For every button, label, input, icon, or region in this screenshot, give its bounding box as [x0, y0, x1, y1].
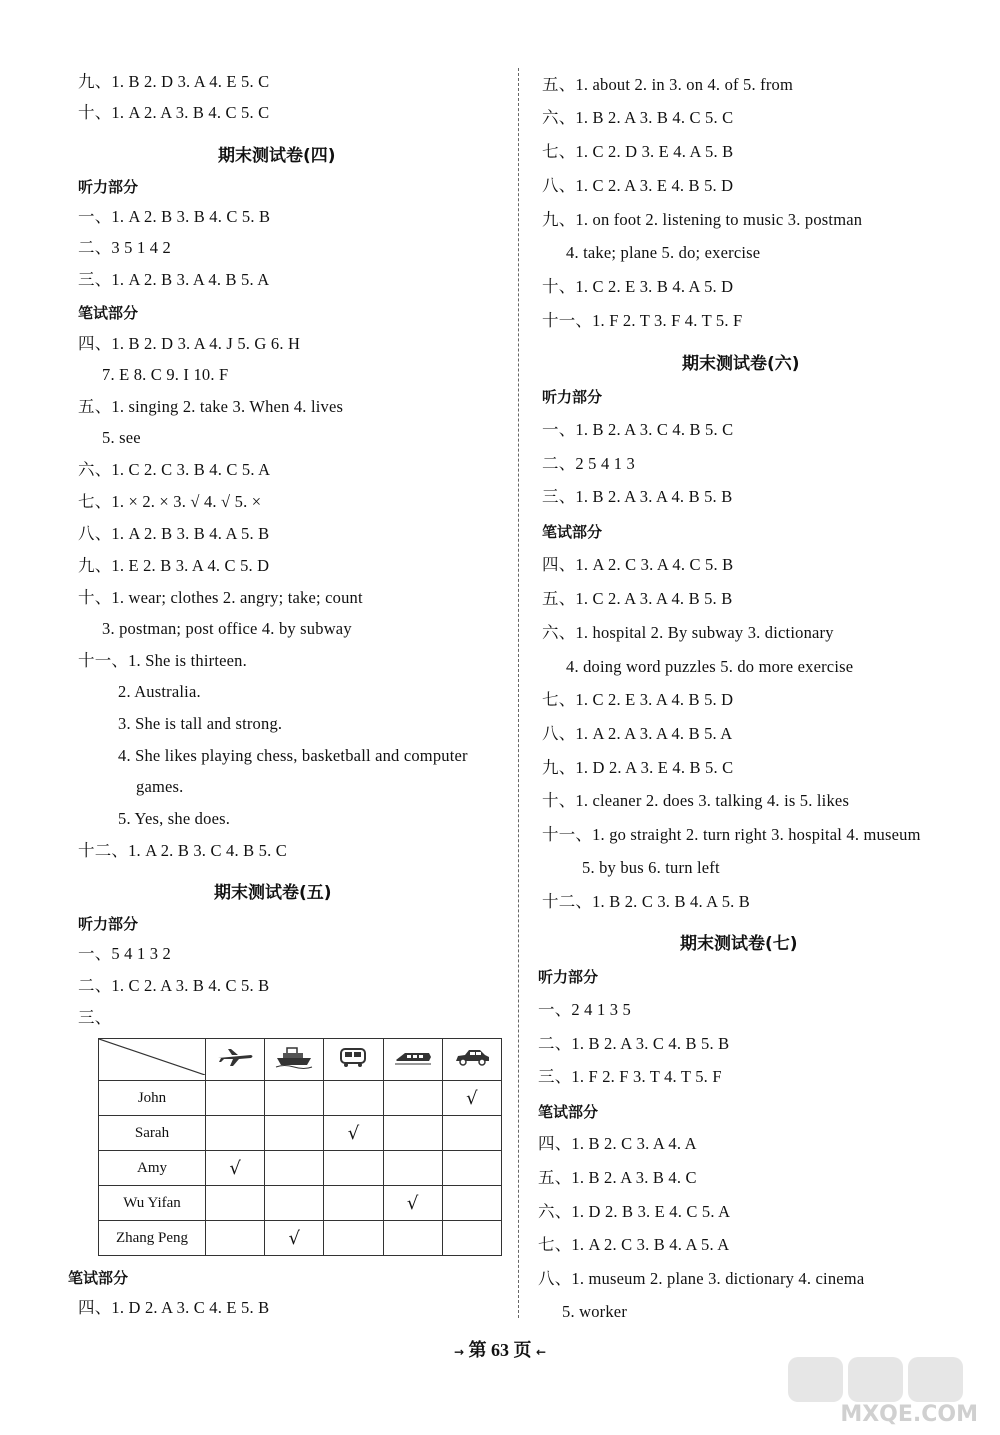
answer-line: 六、1. D 2. B 3. E 4. C 5. A: [538, 1202, 731, 1221]
answer-line: 二、1. B 2. A 3. C 4. B 5. B: [538, 1034, 730, 1053]
table-row: [99, 1186, 502, 1221]
answer-line: 三、: [78, 1008, 112, 1027]
ship-icon: [274, 1045, 314, 1069]
row-name: Zhang Peng: [99, 1221, 206, 1256]
cell: [383, 1221, 442, 1256]
column-divider: [518, 68, 519, 1318]
section-title: 期末测试卷(六): [682, 354, 800, 374]
cell: [265, 1116, 324, 1151]
cell: [442, 1186, 501, 1221]
answer-line: 八、1. C 2. A 3. E 4. B 5. D: [542, 176, 734, 195]
diagonal-header-cell: [99, 1039, 206, 1081]
answer-line: 五、1. about 2. in 3. on 4. of 5. from: [542, 75, 794, 94]
answer-line: 八、1. museum 2. plane 3. dictionary 4. cinema: [538, 1269, 865, 1288]
subsection-heading: 听力部分: [538, 968, 599, 986]
answer-line: 3. She is tall and strong.: [118, 714, 283, 733]
subway-icon: [393, 1045, 433, 1069]
check-cell: [383, 1186, 442, 1221]
answer-line: 七、1. × 2. × 3. √ 4. √ 5. ×: [78, 492, 262, 511]
arrow-right-icon: →: [453, 1345, 464, 1359]
answer-line: 5. Yes, she does.: [118, 809, 231, 828]
cell: [383, 1151, 442, 1186]
answer-line: 4. She likes playing chess, basketball and computer: [118, 746, 468, 765]
section-title: 期末测试卷(五): [214, 883, 332, 903]
answer-line: 六、1. C 2. C 3. B 4. C 5. A: [78, 460, 271, 479]
cell: [206, 1081, 265, 1116]
car-icon: [452, 1045, 492, 1069]
answer-line: 3. postman; post office 4. by subway: [102, 619, 352, 638]
check-mark: √: [466, 1087, 478, 1109]
cell: [383, 1081, 442, 1116]
table-row: [99, 1116, 502, 1151]
cell: [442, 1116, 501, 1151]
cell: [324, 1221, 383, 1256]
answer-line: 七、1. A 2. C 3. B 4. A 5. A: [538, 1235, 730, 1254]
header-plane: [206, 1039, 265, 1081]
answer-line: 十、1. A 2. A 3. B 4. C 5. C: [78, 103, 270, 122]
cell: [442, 1151, 501, 1186]
answer-line: 五、1. singing 2. take 3. When 4. lives: [78, 397, 344, 416]
answer-line: 九、1. D 2. A 3. E 4. B 5. C: [542, 758, 734, 777]
header-train: [324, 1039, 383, 1081]
answer-line: 九、1. E 2. B 3. A 4. C 5. D: [78, 556, 270, 575]
answer-line: 九、1. on foot 2. listening to music 3. postman: [542, 210, 863, 229]
cell: [324, 1186, 383, 1221]
cell: [206, 1116, 265, 1151]
answer-line: games.: [136, 777, 184, 796]
cell: [324, 1081, 383, 1116]
answer-line: 5. worker: [562, 1302, 628, 1321]
answer-line: 5. by bus 6. turn left: [582, 858, 720, 877]
header-ship: [265, 1039, 324, 1081]
answer-line: 三、1. B 2. A 3. A 4. B 5. B: [542, 487, 733, 506]
cell: [383, 1116, 442, 1151]
check-cell: [324, 1116, 383, 1151]
subsection-heading: 笔试部分: [538, 1103, 599, 1121]
answer-line: 十一、1. F 2. T 3. F 4. T 5. F: [542, 311, 743, 330]
subsection-heading: 笔试部分: [542, 523, 603, 541]
answer-line: 十、1. wear; clothes 2. angry; take; count: [78, 588, 363, 607]
watermark-text: MXQE.COM: [840, 1402, 978, 1427]
answer-line: 4. take; plane 5. do; exercise: [566, 243, 761, 262]
subsection-heading: 听力部分: [78, 915, 139, 933]
answer-line: 十二、1. B 2. C 3. B 4. A 5. B: [542, 892, 751, 911]
answer-line: 4. doing word puzzles 5. do more exercise: [566, 657, 854, 676]
check-mark: √: [288, 1227, 301, 1249]
transport-table: [98, 1038, 502, 1256]
check-mark: √: [347, 1122, 360, 1144]
subsection-heading: 听力部分: [78, 178, 139, 196]
arrow-left-icon: ←: [536, 1345, 547, 1359]
check-mark: √: [229, 1157, 241, 1179]
answer-line: 一、1. A 2. B 3. B 4. C 5. B: [78, 207, 271, 226]
answer-line: 九、1. B 2. D 3. A 4. E 5. C: [78, 72, 270, 91]
answer-line: 七、1. C 2. D 3. E 4. A 5. B: [542, 142, 734, 161]
answer-line: 一、1. B 2. A 3. C 4. B 5. C: [542, 420, 734, 439]
answer-line: 5. see: [102, 428, 141, 447]
answer-line: 八、1. A 2. B 3. B 4. A 5. B: [78, 524, 270, 543]
answer-line: 七、1. C 2. E 3. A 4. B 5. D: [542, 690, 734, 709]
header-car: [442, 1039, 501, 1081]
answer-line: 四、1. B 2. D 3. A 4. J 5. G 6. H: [78, 334, 301, 353]
answer-line: 二、3 5 1 4 2: [78, 238, 171, 257]
answer-line: 十一、1. go straight 2. turn right 3. hospital 4. museum: [542, 825, 921, 844]
answer-line: 三、1. F 2. F 3. T 4. T 5. F: [538, 1067, 722, 1086]
answer-line: 2. Australia.: [118, 682, 201, 701]
section-title: 期末测试卷(四): [218, 146, 336, 166]
subsection-heading: 笔试部分: [68, 1269, 129, 1287]
answer-line: 四、1. B 2. C 3. A 4. A: [538, 1134, 697, 1153]
row-name: Wu Yifan: [99, 1186, 206, 1221]
page-number-text: 第 63 页: [468, 1340, 532, 1360]
cell: [324, 1151, 383, 1186]
answer-line: 四、1. A 2. C 3. A 4. C 5. B: [542, 555, 734, 574]
check-mark: √: [406, 1192, 419, 1214]
table-row: [99, 1221, 502, 1256]
cell: [265, 1081, 324, 1116]
header-subway: [383, 1039, 442, 1081]
answer-line: 7. E 8. C 9. I 10. F: [102, 365, 229, 384]
table-row: [99, 1081, 502, 1116]
answer-line: 二、1. C 2. A 3. B 4. C 5. B: [78, 976, 270, 995]
subsection-heading: 听力部分: [542, 388, 603, 406]
answer-line: 一、2 4 1 3 5: [538, 1000, 631, 1019]
plane-icon: [215, 1045, 255, 1069]
answer-line: 十、1. C 2. E 3. B 4. A 5. D: [542, 277, 734, 296]
cell: [265, 1186, 324, 1221]
cell: [206, 1221, 265, 1256]
answer-line: 二、2 5 4 1 3: [542, 454, 635, 473]
section-title: 期末测试卷(七): [680, 934, 798, 954]
diagonal-line: [99, 1039, 205, 1075]
answer-line: 五、1. B 2. A 3. B 4. C: [538, 1168, 697, 1187]
cell: [442, 1221, 501, 1256]
train-icon: [333, 1045, 373, 1069]
answer-line: 五、1. C 2. A 3. A 4. B 5. B: [542, 589, 733, 608]
check-cell: [442, 1081, 501, 1116]
row-name: Amy: [99, 1151, 206, 1186]
answer-line: 八、1. A 2. A 3. A 4. B 5. A: [542, 724, 733, 743]
answer-line: 十一、1. She is thirteen.: [78, 651, 247, 670]
check-cell: [206, 1151, 265, 1186]
answer-line: 一、5 4 1 3 2: [78, 944, 171, 963]
table-row: [99, 1151, 502, 1186]
check-cell: [265, 1221, 324, 1256]
row-name: John: [99, 1081, 206, 1116]
subsection-heading: 笔试部分: [78, 304, 139, 322]
answer-line: 六、1. hospital 2. By subway 3. dictionary: [542, 623, 834, 642]
answer-line: 四、1. D 2. A 3. C 4. E 5. B: [78, 1298, 270, 1317]
answer-line: 十、1. cleaner 2. does 3. talking 4. is 5. likes: [542, 791, 850, 810]
answer-line: 十二、1. A 2. B 3. C 4. B 5. C: [78, 841, 287, 860]
cell: [206, 1186, 265, 1221]
row-name: Sarah: [99, 1116, 206, 1151]
answer-line: 六、1. B 2. A 3. B 4. C 5. C: [542, 108, 734, 127]
answer-line: 三、1. A 2. B 3. A 4. B 5. A: [78, 270, 270, 289]
cell: [265, 1151, 324, 1186]
